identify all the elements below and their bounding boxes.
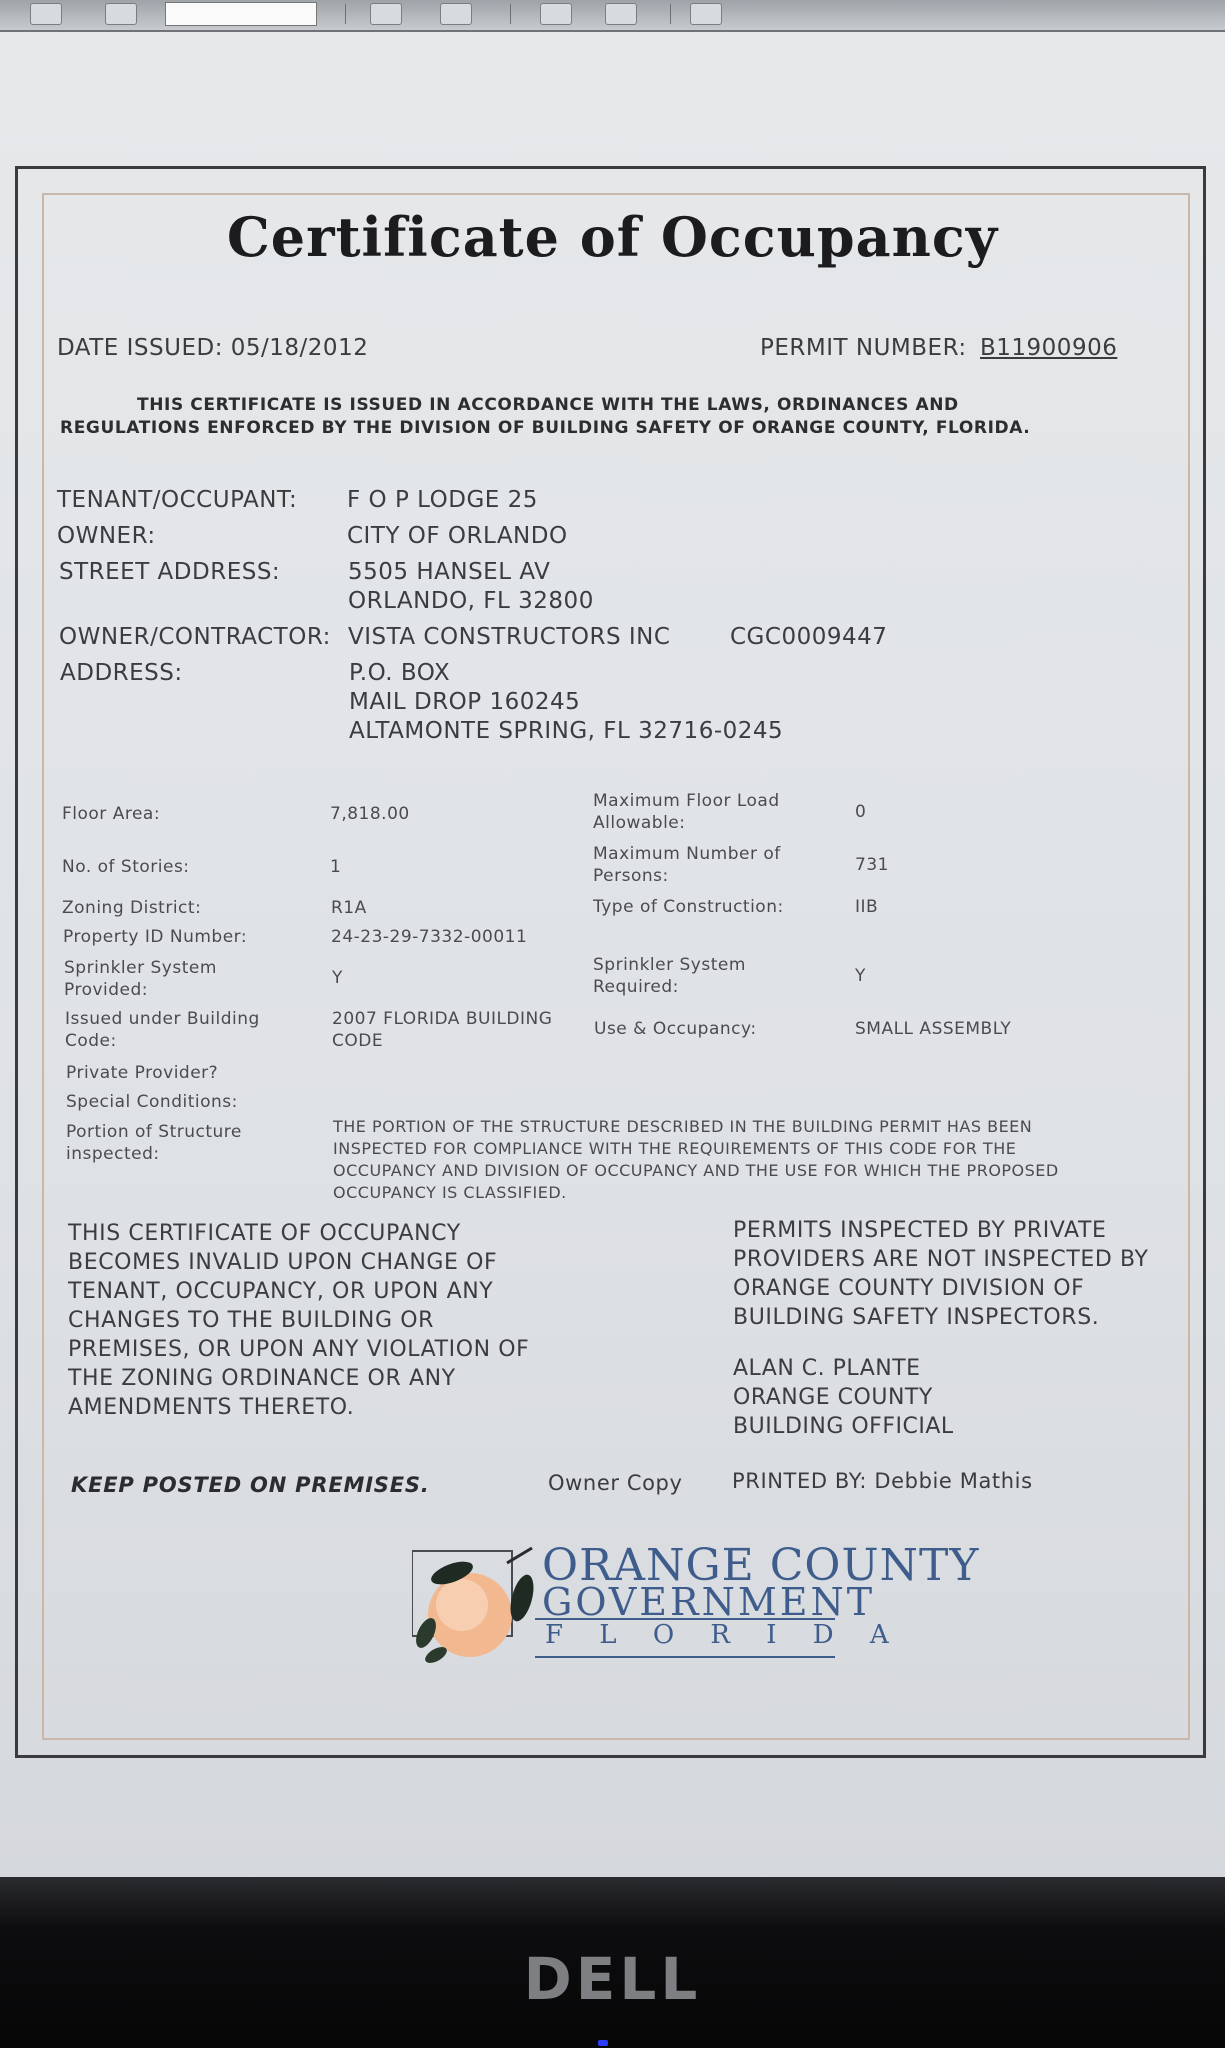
use-occupancy-label: Use & Occupancy: — [594, 1019, 757, 1039]
contractor-label: OWNER/CONTRACTOR: — [59, 624, 331, 650]
logo-line-3: F L O R I D A — [545, 1620, 903, 1650]
tenant-value: F O P LODGE 25 — [347, 487, 538, 513]
preamble-line-1: THIS CERTIFICATE IS ISSUED IN ACCORDANCE WITH THE LAWS, ORDINANCES AND — [137, 395, 959, 415]
portion-inspected-value: THE PORTION OF THE STRUCTURE DESCRIBED IN THE BUILDING PERMIT HAS BEEN INSPECTED FOR COMPLIANCE WITH THE REQUIREMENTS OF THIS CODE FOR THE OCCUPANCY AND DIVISION OF OCCUPANCY AND THE USE FOR WHICH THE PROPOSED OCCUPANCY IS CLASSIFIED. — [333, 1117, 1059, 1202]
power-led-icon — [598, 2040, 608, 2046]
construction-value: IIB — [855, 897, 879, 917]
max-floor-load-value: 0 — [855, 802, 867, 822]
print-button[interactable] — [370, 3, 402, 25]
special-conditions-label: Special Conditions: — [66, 1092, 238, 1112]
tenant-label: TENANT/OCCUPANT: — [57, 487, 298, 513]
owner-value: CITY OF ORLANDO — [347, 523, 568, 549]
viewer-toolbar — [0, 0, 1225, 32]
official-name: ALAN C. PLANTE — [733, 1356, 921, 1381]
invalid-notice: THIS CERTIFICATE OF OCCUPANCY BECOMES INVALID UPON CHANGE OF TENANT, OCCUPANCY, OR UPON ANY CHANGES TO THE BUILDING OR PREMISES, OR UPON ANY VIOLATION OF THE ZONING ORDINANCE OR ANY AMENDMENTS THERETO. — [68, 1221, 530, 1420]
logo-line-2: GOVERNMENT — [542, 1580, 876, 1624]
address-line-3: ALTAMONTE SPRING, FL 32716-0245 — [349, 718, 784, 744]
stories-label: No. of Stories: — [62, 857, 190, 877]
logo-line-1: ORANGE COUNTY — [542, 1540, 980, 1591]
sign-button[interactable] — [605, 3, 637, 25]
floor-area-value: 7,818.00 — [330, 804, 410, 824]
orange-fruit-icon — [412, 1543, 542, 1663]
certificate-title: Certificate of Occupancy — [226, 205, 999, 269]
preamble-line-2: REGULATIONS ENFORCED BY THE DIVISION OF BUILDING SAFETY OF ORANGE COUNTY, FLORIDA. — [60, 418, 1031, 438]
tools-button[interactable] — [690, 3, 722, 25]
toolbar-separator — [345, 4, 346, 24]
contractor-license: CGC0009447 — [730, 624, 888, 650]
private-provider-label: Private Provider? — [66, 1063, 219, 1083]
copy-type: Owner Copy — [548, 1471, 683, 1495]
sprinkler-required-label: Sprinkler System Required: — [593, 955, 746, 997]
property-id-label: Property ID Number: — [63, 927, 248, 947]
building-code-label: Issued under Building Code: — [65, 1009, 260, 1051]
toolbar-separator — [510, 4, 511, 24]
toolbar-separator — [670, 4, 671, 24]
portion-inspected-label: Portion of Structure inspected: — [66, 1122, 242, 1164]
forward-button[interactable] — [105, 3, 137, 25]
zoning-label: Zoning District: — [62, 898, 202, 918]
printed-by: PRINTED BY: Debbie Mathis — [732, 1469, 1033, 1493]
date-issued: DATE ISSUED: 05/18/2012 — [57, 335, 369, 361]
official-title: BUILDING OFFICIAL — [733, 1414, 954, 1439]
keep-posted-notice: KEEP POSTED ON PREMISES. — [71, 1473, 430, 1497]
save-button[interactable] — [440, 3, 472, 25]
building-code-value: 2007 FLORIDA BUILDING CODE — [332, 1009, 553, 1051]
permit-number: B11900906 — [980, 335, 1118, 361]
back-button[interactable] — [30, 3, 62, 25]
permit-number-label: PERMIT NUMBER: — [760, 335, 967, 361]
street-address-line-1: 5505 HANSEL AV — [348, 559, 551, 585]
street-address-line-2: ORLANDO, FL 32800 — [348, 588, 594, 614]
max-persons-value: 731 — [855, 855, 889, 875]
address-line-2: MAIL DROP 160245 — [349, 689, 581, 715]
sprinkler-provided-value: Y — [332, 968, 343, 988]
contractor-value: VISTA CONSTRUCTORS INC — [348, 624, 671, 650]
sprinkler-required-value: Y — [855, 966, 866, 986]
sprinkler-provided-label: Sprinkler System Provided: — [64, 958, 217, 1000]
monitor-brand-logo: DELL — [523, 1945, 702, 2013]
stories-value: 1 — [330, 857, 342, 877]
address-label: ADDRESS: — [60, 660, 183, 686]
street-address-label: STREET ADDRESS: — [59, 559, 281, 585]
zoning-value: R1A — [331, 898, 367, 918]
property-id-value: 24-23-29-7332-00011 — [331, 927, 528, 947]
annotate-button[interactable] — [540, 3, 572, 25]
floor-area-label: Floor Area: — [62, 804, 161, 824]
use-occupancy-value: SMALL ASSEMBLY — [855, 1019, 1012, 1039]
max-floor-load-label: Maximum Floor Load Allowable: — [593, 791, 780, 833]
max-persons-label: Maximum Number of Persons: — [593, 844, 781, 886]
page-field[interactable] — [165, 2, 317, 26]
official-org: ORANGE COUNTY — [733, 1385, 933, 1410]
private-provider-notice: PERMITS INSPECTED BY PRIVATE PROVIDERS ARE NOT INSPECTED BY ORANGE COUNTY DIVISION OF BUILDING SAFETY INSPECTORS. — [733, 1218, 1149, 1330]
construction-label: Type of Construction: — [593, 897, 784, 917]
owner-label: OWNER: — [57, 523, 156, 549]
address-line-1: P.O. BOX — [349, 660, 451, 686]
